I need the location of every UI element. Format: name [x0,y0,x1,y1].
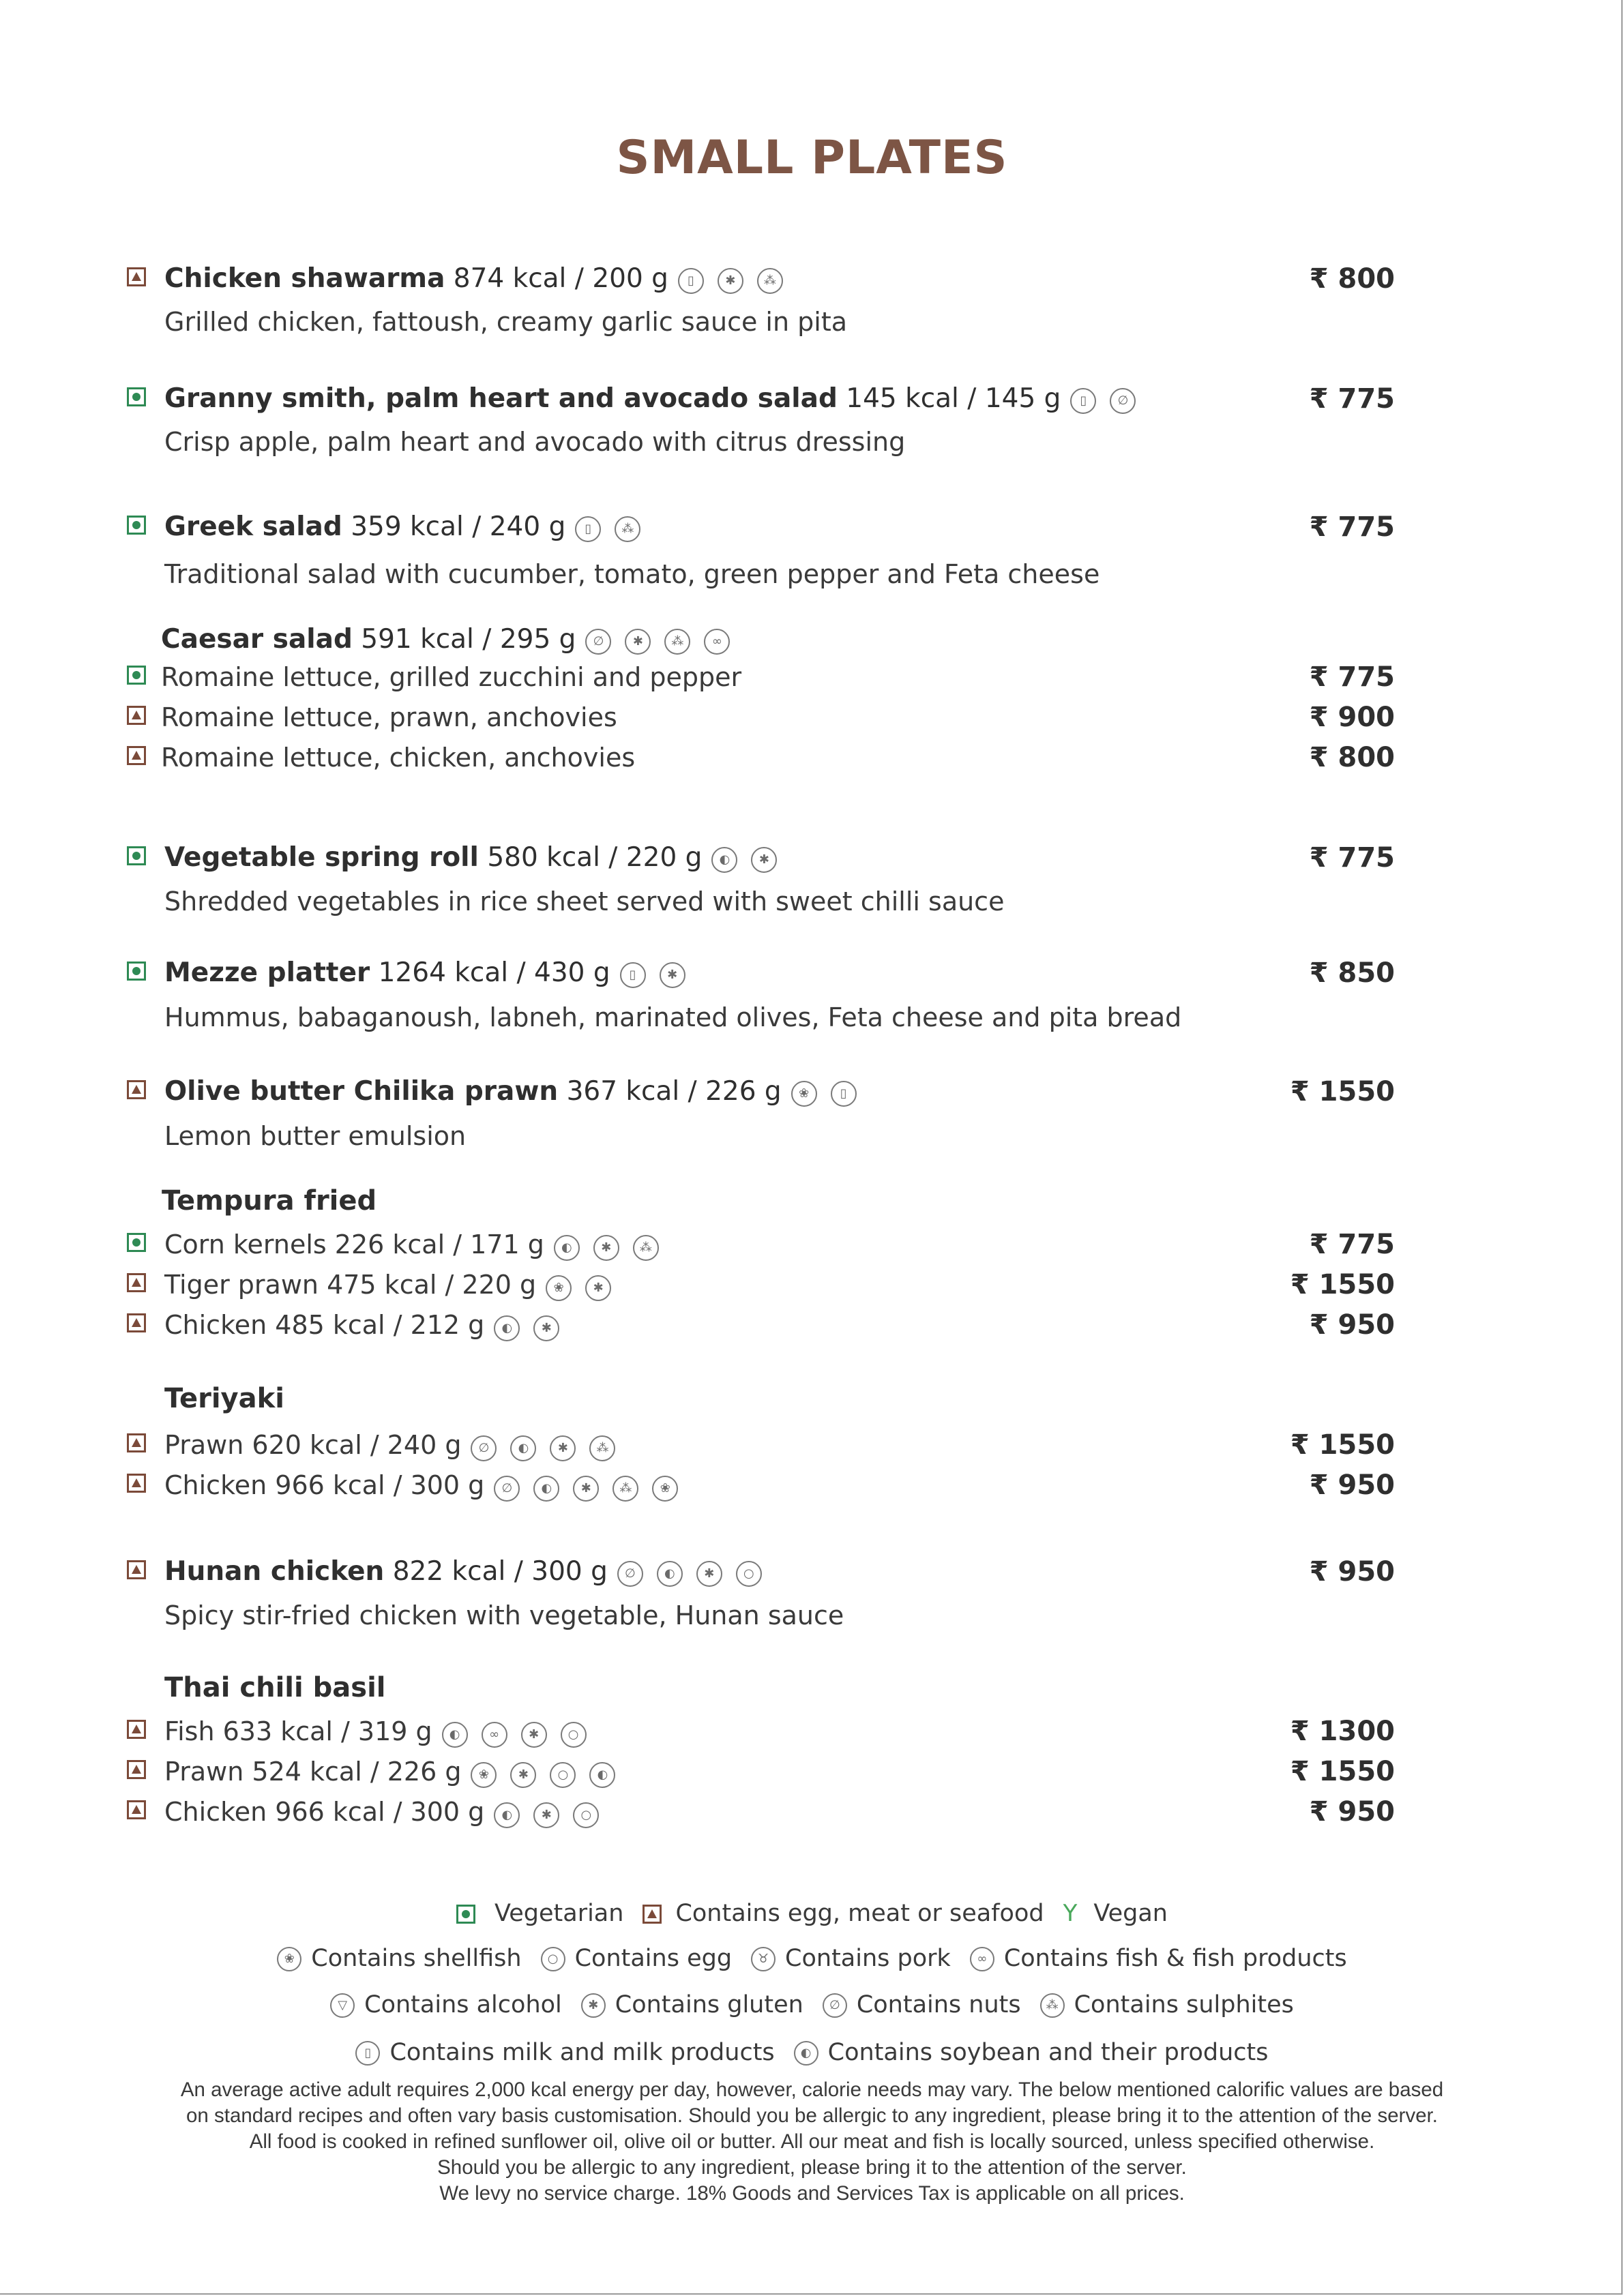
soy-icon: ◐ [794,2041,818,2066]
item-calories: 145 kcal / 145 g [846,383,1061,414]
variant-label: Romaine lettuce, prawn, anchovies [161,702,617,732]
legend-label: Contains egg, meat or seafood [675,1900,1044,1927]
item-calories: 1264 kcal / 430 g [378,957,610,988]
legend-row [0,1988,1624,2021]
gluten-icon: ✱ [533,1315,559,1341]
legend-entry-milk [355,2036,774,2069]
variant-label: Romaine lettuce, chicken, anchovies [161,743,636,773]
legend-label: Contains sulphites [1074,1991,1294,2018]
soy-icon: ◐ [442,1722,468,1748]
thai-variant [0,1790,1624,1834]
variant-price: ₹ 1550 [1290,1429,1395,1461]
item-name: Chicken shawarma [164,263,445,294]
variant-text: Corn kernels 226 kcal / 171 g [164,1229,544,1259]
soy-icon: ◐ [510,1435,536,1461]
soy-icon: ◐ [657,1561,683,1587]
alcohol-icon: ▽ [330,1993,355,2018]
variant-text: Fish 633 kcal / 319 g [164,1716,432,1746]
footer-line: on standard recipes and often vary basis customisation. Should you be allergic to any ingredient, please bring it to the attention of the server. [186,2104,1438,2127]
item-description: Shredded vegetables in rice sheet served with sweet chilli sauce [164,886,1005,916]
legend-label: Contains shellfish [311,1945,522,1972]
allergen-icons [711,843,791,876]
vegan-icon: Y [1063,1900,1078,1927]
menu-item-title [164,957,699,991]
egg-icon: ○ [736,1561,762,1587]
item-name: Olive butter Chilika prawn [164,1076,559,1107]
sulphites-icon: ⁂ [589,1435,615,1461]
variant-price: ₹ 950 [1309,1470,1395,1501]
gluten-icon: ✱ [533,1802,559,1828]
gluten-icon: ✱ [550,1435,576,1461]
menu-item-description-row [0,420,1624,464]
non-vegetarian-mark-icon [127,267,146,286]
item-calories: 874 kcal / 200 g [453,263,668,294]
gluten-icon: ✱ [510,1762,536,1788]
footer-notes [0,2077,1624,2207]
item-name: Mezze platter [164,957,370,988]
legend-label: Contains fish & fish products [1003,1945,1347,1972]
sulphites-icon: ⁂ [615,516,640,542]
menu-item-title [164,1555,776,1590]
egg-icon: ○ [573,1802,599,1828]
item-name: Greek salad [164,511,342,542]
variant-price: ₹ 775 [1309,661,1395,693]
item-name: Vegetable spring roll [164,842,479,873]
non-vegetarian-mark-icon [643,1905,662,1924]
nuts-icon: ∅ [617,1561,643,1587]
item-price: ₹ 775 [1309,511,1395,543]
vegetarian-mark-icon [127,1233,146,1252]
non-vegetarian-mark-icon [127,1313,146,1332]
variant-label [164,1469,692,1504]
pork-icon: ♉ [751,1947,776,1971]
thai-heading: Thai chili basil [164,1672,386,1703]
milk-icon: ▯ [1070,388,1096,414]
legend-entry-vegan [1063,1897,1168,1930]
egg-icon: ○ [550,1762,576,1788]
variant-text: Tiger prawn 475 kcal / 220 g [164,1270,537,1300]
item-price: ₹ 800 [1309,263,1395,295]
legend-label: Contains milk and milk products [389,2039,775,2066]
shellfish-icon: ❀ [471,1762,497,1788]
legend-entry-vegetarian [456,1897,623,1930]
tempura-variant [0,1223,1624,1266]
legend-row [0,1941,1624,1975]
allergen-icons [575,512,654,545]
gluten-icon: ✱ [585,1275,611,1301]
allergen-icons [791,1077,870,1109]
menu-item [0,377,1624,421]
allergen-icons [494,1471,692,1504]
soy-icon: ◐ [494,1802,520,1828]
fish-icon: ∞ [482,1722,507,1748]
vegetarian-mark-icon [456,1905,475,1924]
item-calories: 822 kcal / 300 g [392,1556,608,1587]
non-vegetarian-mark-icon [127,1560,146,1579]
item-calories: 367 kcal / 226 g [566,1076,782,1107]
variant-text: Prawn 620 kcal / 240 g [164,1430,462,1460]
gluten-icon: ✱ [581,1993,606,2018]
menu-item-title [164,841,791,876]
item-price: ₹ 1550 [1290,1076,1395,1107]
variant-label [164,1228,673,1263]
gluten-icon: ✱ [593,1235,619,1261]
legend-entry-fish [970,1942,1347,1975]
footer-line: We levy no service charge. 18% Goods and Services Tax is applicable on all prices. [439,2182,1185,2205]
item-description: Grilled chicken, fattoush, creamy garlic sauce in pita [164,307,848,337]
thai-variant [0,1750,1624,1793]
variant-label [164,1268,625,1303]
nuts-icon: ∅ [494,1476,520,1502]
vegetarian-mark-icon [127,387,146,406]
sulphites-icon: ⁂ [612,1476,638,1502]
milk-icon: ▯ [620,962,646,988]
shellfish-icon: ❀ [546,1275,572,1301]
menu-item-title [164,383,1149,417]
item-description: Crisp apple, palm heart and avocado with citrus dressing [164,427,906,457]
nuts-icon: ∅ [823,1993,847,2018]
menu-item [0,1550,1624,1594]
item-calories: 591 kcal / 295 g [361,624,576,655]
menu-item [0,1070,1624,1114]
sulphites-icon: ⁂ [1040,1993,1065,2018]
soy-icon: ◐ [533,1476,559,1502]
footer-line: An average active adult requires 2,000 kcal energy per day, however, calorie needs may vary. The below mentioned calorific values are based [180,2078,1444,2101]
allergen-icons [585,625,743,657]
variant-price: ₹ 950 [1309,1796,1395,1828]
legend-row [0,2036,1624,2069]
menu-item [0,951,1624,995]
item-price: ₹ 950 [1309,1556,1395,1587]
variant-price: ₹ 1300 [1290,1716,1395,1747]
vegetarian-mark-icon [127,846,146,865]
variant-text: Chicken 485 kcal / 212 g [164,1310,485,1340]
variant-label [164,1429,629,1463]
milk-icon: ▯ [575,516,601,542]
non-vegetarian-mark-icon [127,1080,146,1099]
legend-row [0,1896,1624,1930]
menu-item-description-row [0,1594,1624,1637]
shellfish-icon: ❀ [652,1476,678,1502]
legend-entry-nuts [823,1988,1021,2021]
gluten-icon: ✱ [751,847,777,873]
menu-item [0,257,1624,301]
soy-icon: ◐ [554,1235,580,1261]
menu-item [0,836,1624,880]
variant-text: Prawn 524 kcal / 226 g [164,1757,462,1787]
item-description: Lemon butter emulsion [164,1121,467,1151]
footer-line: Should you be allergic to any ingredient, please bring it to the attention of the server. [437,2156,1187,2179]
caesar-variant [0,736,1624,779]
legend-label: Contains alcohol [364,1991,562,2018]
item-name: Caesar salad [161,624,353,655]
milk-icon: ▯ [355,2041,380,2066]
menu-item-description-row [0,300,1624,344]
variant-text: Chicken 966 kcal / 300 g [164,1797,485,1827]
soy-icon: ◐ [494,1315,520,1341]
legend-label: Contains gluten [615,1991,803,2018]
legend-label: Contains pork [785,1945,951,1972]
nuts-icon: ∅ [1110,388,1136,414]
allergen-icons [494,1798,612,1830]
gluten-icon: ✱ [573,1476,599,1502]
variant-price: ₹ 900 [1309,702,1395,733]
shellfish-icon: ❀ [277,1947,301,1971]
legend-label: Vegan [1093,1900,1168,1927]
item-price: ₹ 775 [1309,842,1395,874]
menu-item-description-row [0,880,1624,923]
variant-label [164,1309,573,1343]
tempura-heading: Tempura fried [162,1185,377,1217]
egg-icon: ○ [561,1722,587,1748]
thai-variant [0,1710,1624,1753]
vegetarian-mark-icon [127,516,146,535]
menu-item-description-row [0,1114,1624,1158]
menu-section-title: SMALL PLATES [616,131,1008,185]
caesar-title [161,623,743,657]
variant-price: ₹ 775 [1309,1229,1395,1260]
non-vegetarian-mark-icon [127,746,146,765]
non-vegetarian-mark-icon [127,1720,146,1739]
menu-item-title [164,511,654,545]
caesar-variant [0,655,1624,699]
gluten-icon: ✱ [718,268,743,294]
allergen-icons [494,1311,573,1343]
allergen-icons [620,958,699,991]
non-vegetarian-mark-icon [127,1433,146,1452]
nuts-icon: ∅ [585,629,611,655]
caesar-variant [0,696,1624,739]
fish-icon: ∞ [970,1947,994,1971]
allergen-icons [617,1557,776,1590]
variant-price: ₹ 800 [1309,742,1395,773]
vegetarian-mark-icon [127,666,146,685]
legend-entry-soy [794,2036,1269,2069]
variant-price: ₹ 1550 [1290,1756,1395,1787]
gluten-icon: ✱ [625,629,651,655]
teriyaki-variant [0,1463,1624,1507]
menu-item-title [164,263,797,297]
non-vegetarian-mark-icon [127,1760,146,1779]
item-price: ₹ 850 [1309,957,1395,989]
variant-label [164,1795,612,1830]
legend-entry-nonveg [643,1897,1044,1930]
item-description: Hummus, babaganoush, labneh, marinated olives, Feta cheese and pita bread [164,1002,1182,1032]
item-description: Traditional salad with cucumber, tomato, green pepper and Feta cheese [164,559,1100,589]
variant-price: ₹ 1550 [1290,1269,1395,1300]
allergen-icons [554,1230,673,1263]
variant-label: Romaine lettuce, grilled zucchini and pepper [161,662,742,692]
variant-label [164,1755,629,1790]
shellfish-icon: ❀ [791,1081,817,1107]
legend-entry-shellfish [277,1942,521,1975]
legend-label: Vegetarian [494,1900,624,1927]
tempura-variant [0,1263,1624,1307]
nuts-icon: ∅ [471,1435,497,1461]
sulphites-icon: ⁂ [633,1235,659,1261]
legend-entry-pork [751,1942,951,1975]
item-calories: 359 kcal / 240 g [351,511,566,542]
tempura-variant [0,1303,1624,1347]
non-vegetarian-mark-icon [127,706,146,725]
item-name: Granny smith, palm heart and avocado salad [164,383,838,414]
egg-icon: ○ [541,1947,565,1971]
allergen-icons [546,1270,625,1303]
legend-entry-alcohol [330,1988,562,2021]
non-vegetarian-mark-icon [127,1273,146,1292]
variant-label [164,1715,600,1750]
legend-label: Contains nuts [856,1991,1021,2018]
legend-label: Contains soybean and their products [827,2039,1269,2066]
legend-entry-sulphites [1040,1988,1294,2021]
legend-entry-egg [541,1942,732,1975]
sulphites-icon: ⁂ [664,629,690,655]
soy-icon: ◐ [589,1762,615,1788]
legend-label: Contains egg [574,1945,733,1972]
teriyaki-heading: Teriyaki [164,1383,284,1414]
allergen-icons [442,1717,600,1750]
menu-item-title [164,1075,870,1109]
sulphites-icon: ⁂ [757,268,783,294]
item-description: Spicy stir-fried chicken with vegetable, Hunan sauce [164,1600,844,1630]
menu-item-description-row [0,552,1624,596]
allergen-icons [471,1431,629,1463]
variant-text: Chicken 966 kcal / 300 g [164,1470,485,1500]
legend-entry-gluten [581,1988,803,2021]
item-name: Hunan chicken [164,1556,385,1587]
menu-item [0,505,1624,549]
milk-icon: ▯ [678,268,704,294]
gluten-icon: ✱ [660,962,685,988]
allergen-icons [471,1757,629,1790]
teriyaki-variant [0,1423,1624,1467]
item-price: ₹ 775 [1309,383,1395,415]
variant-price: ₹ 950 [1309,1309,1395,1341]
item-calories: 580 kcal / 220 g [487,842,703,873]
footer-line: All food is cooked in refined sunflower oil, olive oil or butter. All our meat and fish is locally sourced, unless specified otherwise. [249,2130,1375,2153]
allergen-icons [1070,384,1149,417]
non-vegetarian-mark-icon [127,1800,146,1819]
non-vegetarian-mark-icon [127,1474,146,1493]
allergen-icons [678,264,797,297]
fish-icon: ∞ [704,629,730,655]
soy-icon: ◐ [711,847,737,873]
milk-icon: ▯ [831,1081,857,1107]
gluten-icon: ✱ [521,1722,547,1748]
gluten-icon: ✱ [696,1561,722,1587]
vegetarian-mark-icon [127,961,146,981]
menu-item-description-row [0,996,1624,1039]
